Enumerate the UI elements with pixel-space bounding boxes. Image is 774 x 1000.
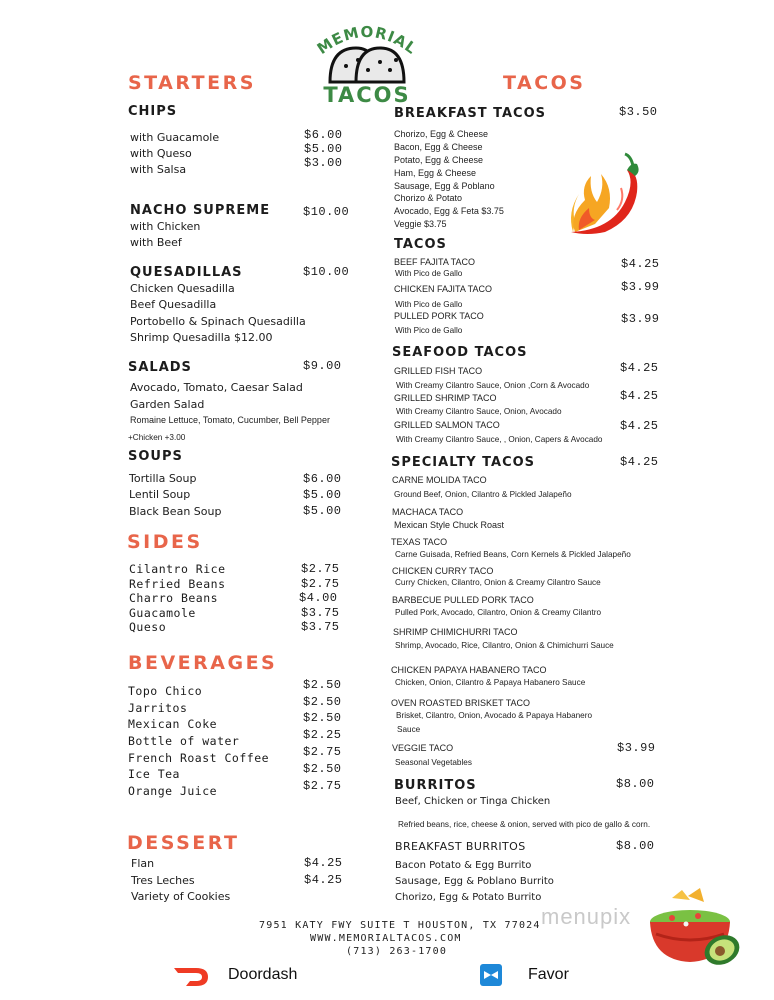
taco-desc: With Pico de Gallo	[395, 300, 463, 309]
breakfast-taco-item: Potato, Egg & Cheese	[394, 155, 484, 165]
dessert-name: Flan	[131, 857, 155, 870]
breakfast-taco-item: Sausage, Egg & Poblano	[394, 181, 495, 191]
soup-price: $5.00	[303, 504, 342, 518]
breakfast-taco-item: Bacon, Egg & Cheese	[394, 142, 483, 152]
specialty-desc: Sauce	[397, 725, 421, 734]
chips-item-name: with Queso	[130, 147, 192, 160]
footer-address: 7951 KATY FWY SUITE T HOUSTON, TX 77024	[259, 920, 541, 931]
breakfast-taco-item: Chorizo, Egg & Cheese	[394, 129, 489, 139]
seafood-price: $4.25	[620, 361, 659, 375]
quesadilla-item: Beef Quesadilla	[130, 298, 217, 311]
seafood-price: $4.25	[620, 389, 659, 403]
nacho-option: with Chicken	[130, 220, 201, 233]
breakfast-tacos-price: $3.50	[619, 105, 658, 119]
side-price: $2.75	[301, 562, 340, 576]
side-price: $2.75	[301, 577, 340, 591]
taco-name: PULLED PORK TACO	[394, 311, 484, 321]
seafood-desc: With Creamy Cilantro Sauce, Onion, Avocado	[396, 407, 562, 416]
logo-line2: TACOS	[323, 83, 411, 106]
breakfast-taco-item: Avocado, Egg & Feta $3.75	[394, 206, 504, 216]
favor-label: Favor	[528, 966, 569, 983]
doordash-link[interactable]	[172, 964, 312, 990]
side-price: $4.00	[299, 591, 338, 605]
chips-item-name: with Salsa	[130, 163, 187, 176]
logo	[308, 14, 426, 106]
specialty-name: OVEN ROASTED BRISKET TACO	[391, 698, 531, 708]
veggie-taco-price: $3.99	[617, 741, 656, 755]
quesadilla-item: Portobello & Spinach Quesadilla	[130, 315, 306, 328]
specialty-name: MACHACA TACO	[392, 507, 464, 517]
nacho-price: $10.00	[303, 205, 350, 219]
breakfast-burritos-title: BREAKFAST BURRITOS	[395, 840, 526, 853]
specialty-desc: Mexican Style Chuck Roast	[394, 520, 505, 530]
salads-title: SALADS	[128, 360, 192, 375]
heading-tacos: TACOS	[503, 72, 586, 94]
heading-beverages: BEVERAGES	[128, 652, 278, 674]
beverage-price: $2.50	[303, 762, 342, 776]
specialty-name: CARNE MOLIDA TACO	[392, 475, 487, 485]
specialty-name: TEXAS TACO	[391, 537, 448, 547]
breakfast-taco-item: Chorizo & Potato	[394, 193, 463, 203]
beverage-name: Jarritos	[128, 701, 188, 715]
taco-name: CHICKEN FAJITA TACO	[394, 284, 493, 294]
logo-graphic	[308, 14, 426, 106]
burritos-note: Refried beans, rice, cheese & onion, served with pico de gallo & corn.	[398, 820, 651, 829]
breakfast-taco-item: Ham, Egg & Cheese	[394, 168, 477, 178]
seafood-name: GRILLED SHRIMP TACO	[394, 393, 497, 403]
seafood-desc: With Creamy Cilantro Sauce, Onion ,Corn & Avocado	[396, 381, 590, 390]
logo-line1: MEMORIAL	[313, 22, 421, 58]
specialty-name: CHICKEN PAPAYA HABANERO TACO	[391, 665, 547, 675]
seafood-name: GRILLED SALMON TACO	[394, 420, 500, 430]
breakfast-burritos-price: $8.00	[616, 839, 655, 853]
dessert-price: $4.25	[304, 856, 343, 870]
soup-price: $5.00	[303, 488, 342, 502]
beverage-price: $2.50	[303, 678, 342, 692]
dessert-price: $4.25	[304, 873, 343, 887]
specialty-price: $4.25	[620, 455, 659, 469]
beverage-price: $2.75	[303, 779, 342, 793]
specialty-name: BARBECUE PULLED PORK TACO	[392, 595, 534, 605]
side-name: Refried Beans	[129, 577, 226, 591]
specialty-desc: Curry Chicken, Cilantro, Onion & Creamy Cilantro Sauce	[395, 578, 601, 587]
dessert-name: Variety of Cookies	[131, 890, 231, 903]
soup-name: Tortilla Soup	[129, 472, 197, 485]
specialty-desc: Chicken, Onion, Cilantro & Papaya Habanero Sauce	[395, 678, 586, 687]
footer-phone[interactable]: (713) 263-1700	[346, 946, 448, 957]
guacamole-bowl-icon	[642, 888, 742, 974]
side-name: Cilantro Rice	[129, 562, 226, 576]
veggie-taco-name: VEGGIE TACO	[392, 743, 454, 753]
quesadillas-title: QUESADILLAS	[130, 265, 243, 280]
beverage-name: French Roast Coffee	[128, 751, 270, 765]
beverage-name: Orange Juice	[128, 784, 218, 798]
soups-title: SOUPS	[128, 449, 183, 464]
taco-price: $4.25	[621, 257, 660, 271]
specialty-desc: Pulled Pork, Avocado, Cilantro, Onion & Creamy Cilantro	[395, 608, 601, 617]
heading-dessert: DESSERT	[127, 832, 240, 854]
chips-item-price: $5.00	[304, 142, 343, 156]
side-price: $3.75	[301, 606, 340, 620]
chips-item-price: $3.00	[304, 156, 343, 170]
footer-website[interactable]: WWW.MEMORIALTACOS.COM	[310, 933, 462, 944]
breakfast-burrito-item: Bacon Potato & Egg Burrito	[395, 860, 532, 871]
taco-desc: With Pico de Gallo	[395, 326, 463, 335]
favor-icon	[480, 964, 502, 986]
nacho-title: NACHO SUPREME	[130, 203, 271, 218]
beverage-name: Topo Chico	[128, 684, 203, 698]
breakfast-taco-item: Veggie $3.75	[394, 219, 447, 229]
heading-starters: STARTERS	[128, 72, 256, 94]
beverage-price: $2.25	[303, 728, 342, 742]
burritos-title: BURRITOS	[394, 778, 477, 793]
side-name: Guacamole	[129, 606, 196, 620]
taco-name: BEEF FAJITA TACO	[394, 257, 476, 267]
specialty-name: SHRIMP CHIMICHURRI TACO	[393, 627, 518, 637]
dessert-name: Tres Leches	[131, 874, 195, 887]
seafood-title: SEAFOOD TACOS	[392, 345, 528, 360]
salads-price: $9.00	[303, 359, 342, 373]
taco-desc: With Pico de Gallo	[395, 269, 463, 278]
side-price: $3.75	[301, 620, 340, 634]
specialty-title: SPECIALTY TACOS	[391, 455, 536, 470]
beverage-name: Ice Tea	[128, 767, 180, 781]
seafood-price: $4.25	[620, 419, 659, 433]
side-name: Queso	[129, 620, 167, 634]
specialty-desc: Shrimp, Avocado, Rice, Cilantro, Onion & Chimichurri Sauce	[395, 641, 614, 650]
breakfast-tacos-title: BREAKFAST TACOS	[394, 106, 547, 121]
burritos-desc: Beef, Chicken or Tinga Chicken	[395, 796, 551, 807]
tacos-title: TACOS	[394, 237, 447, 252]
specialty-name: CHICKEN CURRY TACO	[392, 566, 494, 576]
burritos-price: $8.00	[616, 777, 655, 791]
beverage-price: $2.50	[303, 711, 342, 725]
beverage-name: Mexican Coke	[128, 717, 218, 731]
salad-addon: +Chicken +3.00	[128, 433, 186, 442]
menupix-watermark: menupix	[541, 904, 632, 929]
doordash-label: Doordash	[228, 966, 298, 983]
breakfast-burrito-item: Sausage, Egg & Poblano Burrito	[395, 876, 554, 887]
soup-name: Lentil Soup	[129, 488, 191, 501]
chips-item-name: with Guacamole	[130, 131, 220, 144]
quesadilla-item: Chicken Quesadilla	[130, 282, 235, 295]
salad-note: Romaine Lettuce, Tomato, Cucumber, Bell Pepper	[130, 415, 330, 425]
specialty-desc: Ground Beef, Onion, Cilantro & Pickled Jalapeño	[394, 490, 572, 499]
chili-pepper-icon	[565, 152, 645, 236]
quesadilla-item: Shrimp Quesadilla $12.00	[130, 331, 273, 344]
beverage-price: $2.50	[303, 695, 342, 709]
soup-price: $6.00	[303, 472, 342, 486]
salad-item: Garden Salad	[130, 398, 205, 411]
soup-name: Black Bean Soup	[129, 505, 222, 518]
quesadillas-price: $10.00	[303, 265, 350, 279]
salad-item: Avocado, Tomato, Caesar Salad	[130, 381, 303, 394]
chips-title: CHIPS	[128, 104, 178, 119]
seafood-name: GRILLED FISH TACO	[394, 366, 483, 376]
doordash-icon	[172, 964, 210, 988]
specialty-desc: Brisket, Cilantro, Onion, Avocado & Papaya Habanero	[396, 711, 593, 720]
side-name: Charro Beans	[129, 591, 219, 605]
beverage-price: $2.75	[303, 745, 342, 759]
heading-sides: SIDES	[127, 531, 203, 553]
veggie-taco-desc: Seasonal Vegetables	[395, 758, 472, 767]
beverage-name: Bottle of water	[128, 734, 240, 748]
taco-price: $3.99	[621, 280, 660, 294]
breakfast-burrito-item: Chorizo, Egg & Potato Burrito	[395, 892, 542, 903]
seafood-desc: With Creamy Cilantro Sauce, , Onion, Capers & Avocado	[396, 435, 603, 444]
nacho-option: with Beef	[130, 236, 182, 249]
taco-price: $3.99	[621, 312, 660, 326]
specialty-desc: Carne Guisada, Refried Beans, Corn Kernels & Pickled Jalapeño	[395, 550, 631, 559]
favor-link[interactable]	[480, 964, 600, 990]
chips-item-price: $6.00	[304, 128, 343, 142]
